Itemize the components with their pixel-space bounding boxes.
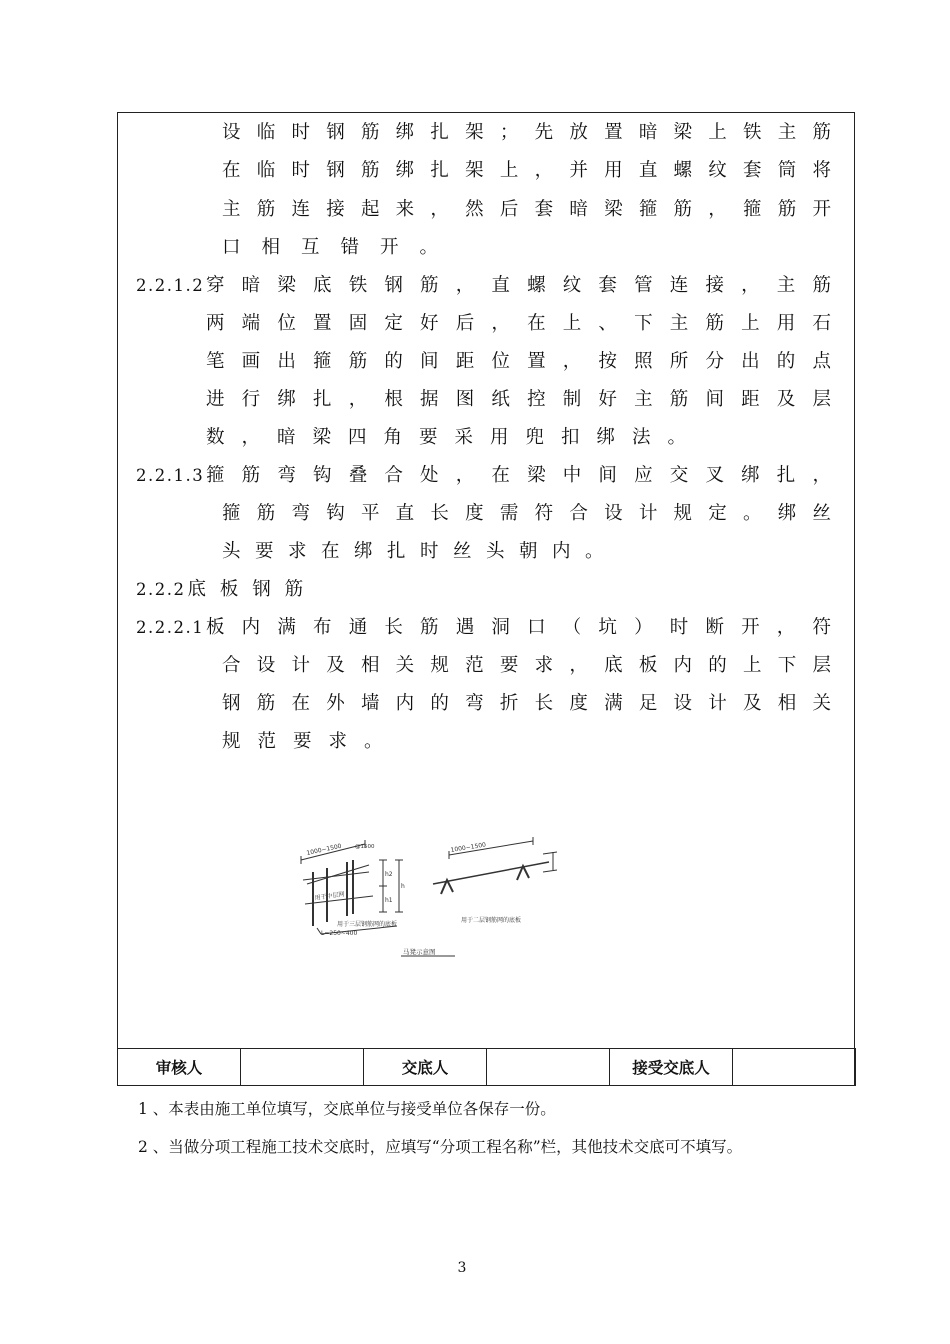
footnote: 2 、当做分项工程施工技术交底时，应填写“分项工程名称”栏，其他技术交底可不填写。 <box>138 1138 743 1156</box>
body-line: 规范要求。 <box>222 731 400 752</box>
fig-label: L=250~400 <box>321 930 358 937</box>
body-line: 设临时钢筋绑扎架；先放置暗梁上铁主筋 <box>222 122 831 143</box>
body-line: 笔画出箍筋的间距位置，按照所分出的点 <box>206 351 831 372</box>
signature-table <box>117 1048 856 1086</box>
body-line: 板内满布通长筋遇洞口（坑）时断开，符 <box>206 617 831 638</box>
receiver-field[interactable] <box>733 1049 856 1086</box>
body-line: 钢筋在外墙内的弯折长度满足设计及相关 <box>222 693 831 714</box>
section-number: 2.2.2 <box>136 580 186 599</box>
fig-caption: 用于二层钢筋网的底板 <box>461 917 522 924</box>
body-line: 头要求在绑扎时丝头朝内。 <box>222 541 619 562</box>
reviewer-field[interactable] <box>241 1049 364 1086</box>
section-number: 2.2.1.2 <box>136 276 205 295</box>
bench-diagram <box>293 832 573 964</box>
presenter-label: 交底人 <box>364 1049 487 1086</box>
presenter-field[interactable] <box>487 1049 610 1086</box>
body-line: 数，暗梁四角要采用兜扣绑法。 <box>206 427 704 448</box>
body-line: 主筋连接起来，然后套暗梁箍筋，箍筋开 <box>222 199 831 220</box>
body-line: 合设计及相关规范要求，底板内的上下层 <box>222 655 831 676</box>
section-heading <box>136 579 307 601</box>
footnote: 1 、本表由施工单位填写，交底单位与接受单位各保存一份。 <box>138 1100 556 1118</box>
reviewer-label: 审核人 <box>118 1049 241 1086</box>
fig-title: 马凳示意图 <box>403 948 436 956</box>
fig-label: @1500 <box>355 844 375 850</box>
body-line: 箍筋弯钩平直长度需符合设计规定。绑丝 <box>222 503 831 524</box>
section-title: 底 板 钢 筋 <box>187 579 308 600</box>
body-line: 进行绑扎，根据图纸控制好主筋间距及层 <box>206 389 831 410</box>
body-line: 箍筋弯钩叠合处，在梁中间应交叉绑扎， <box>206 465 831 486</box>
fig-caption: 用于三层钢筋网的底板 <box>337 921 398 928</box>
fig-label: 1000~1500 <box>305 842 343 857</box>
fig-label: 用于中层网 <box>314 890 346 902</box>
fig-label: 1000~1500 <box>450 841 487 854</box>
section-number: 2.2.1.3 <box>136 466 205 485</box>
page-number: 3 <box>457 1260 467 1276</box>
fig-label: h1 <box>385 897 393 904</box>
section-number: 2.2.2.1 <box>136 618 205 637</box>
body-line: 口相互错开。 <box>222 237 460 258</box>
body-line: 在临时钢筋绑扎架上，并用直螺纹套筒将 <box>222 160 831 181</box>
body-line: 两端位置固定好后，在上、下主筋上用石 <box>206 313 831 334</box>
body-line: 穿暗梁底铁钢筋，直螺纹套管连接，主筋 <box>206 275 831 296</box>
fig-label: h <box>401 883 405 890</box>
fig-label: h2 <box>385 871 393 878</box>
receiver-label: 接受交底人 <box>610 1049 733 1086</box>
